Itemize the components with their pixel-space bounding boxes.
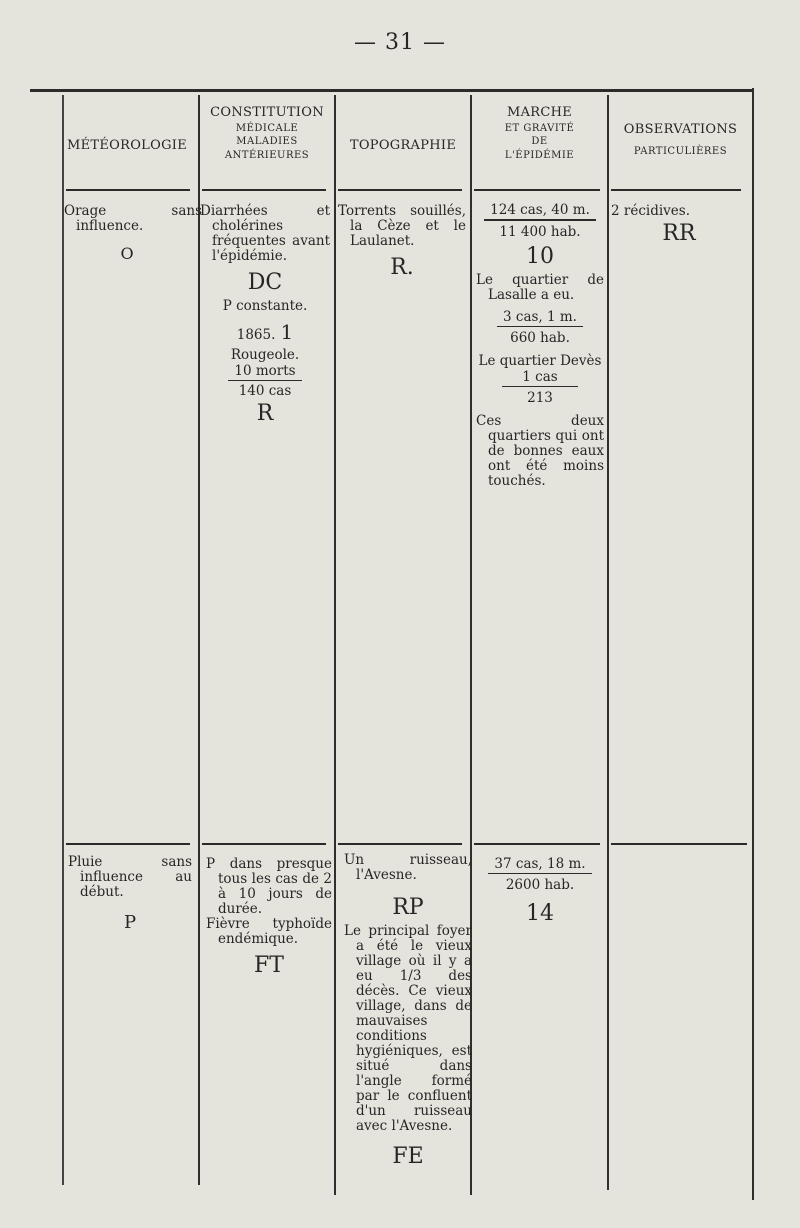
header-observations-line: OBSERVATIONS: [623, 122, 738, 137]
row2-meteo-code: P: [123, 912, 137, 933]
row1-constitution-year-code: 1: [280, 320, 294, 344]
row1-topo: [338, 204, 466, 280]
row1-constitution-code2: R: [256, 401, 274, 426]
row2-meteo-text: Pluie sans influence au début.: [68, 854, 192, 900]
row1-marche-deves: Le quartier Devès: [478, 353, 602, 369]
header-topographie: TOPOGRAPHIE: [349, 138, 457, 153]
header-rule: [202, 189, 326, 191]
row2-constitution-text1: P dans presque tous les cas de 2 à 10 jours de durée.: [206, 856, 332, 917]
header-observations: [609, 121, 752, 158]
row1-marche: [476, 202, 604, 489]
row1-marche-fraction2: [476, 309, 604, 346]
row-separator: [338, 843, 462, 845]
header-rule: [338, 189, 462, 191]
row2-topo-code: RP: [392, 895, 424, 920]
row2-topo-note: Le principal foyer a été le vieux village où il y a eu 1/3 des décès. Ce vieux village, dans de mauvaises conditions hygiéniques, est situé dans l'angle formé par le confluent d'un ruisseau avec l'Avesne.: [344, 923, 472, 1134]
row1-obs-text: 2 récidives.: [611, 203, 690, 219]
row1-marche-lasalle: Le quartier de Lasalle a eu.: [476, 272, 604, 303]
header-marche-line: ET GRAVITÉ: [504, 122, 575, 134]
row1-obs-code: RR: [662, 221, 696, 246]
header-marche-line: DE: [531, 136, 548, 148]
header-marche-line: L'ÉPIDÉMIE: [504, 149, 575, 161]
row1-topo-code: R.: [390, 255, 414, 280]
row2-marche-f-num: 37 cas, 18 m.: [488, 856, 591, 874]
row2-topo-text: Un ruisseau, l'Avesne.: [344, 852, 472, 883]
header-constitution-line: CONSTITUTION: [210, 105, 324, 120]
row-separator: [474, 843, 600, 845]
row1-constitution-text: Diarrhées et cholérines fréquentes avant l'épidémie.: [200, 203, 330, 264]
row2-constitution-text2: Fièvre typhoïde endémique.: [206, 916, 332, 947]
column-divider: [334, 95, 336, 1195]
header-constitution-line: MÉDICALE: [235, 122, 299, 134]
header-observations-line: PARTICULIÈRES: [633, 145, 728, 157]
row-separator: [611, 843, 747, 845]
row1-meteo-text: Orage sans influence.: [64, 203, 202, 234]
row2-marche-fraction: [476, 856, 604, 893]
row1-marche-f1-num: 124 cas, 40 m.: [484, 202, 596, 221]
row2-constitution-code: FT: [254, 953, 284, 978]
header-constitution-line: MALADIES: [236, 136, 298, 148]
column-divider: [752, 88, 754, 1200]
header-meteorologie: MÉTÉOROLOGIE: [67, 138, 187, 153]
row1-marche-f2-num: 3 cas, 1 m.: [497, 309, 583, 327]
row1-marche-note: Ces deux quartiers qui ont de bonnes eaux ont été moins touchés.: [476, 413, 604, 489]
row1-constitution-year: 1865.: [236, 327, 276, 343]
table-top-rule: [30, 89, 752, 92]
row1-marche-fraction1: [476, 202, 604, 240]
row1-constitution-fraction: [200, 363, 330, 399]
row1-marche-f1-den: 11 400 hab.: [499, 224, 581, 240]
row1-marche-fraction3: [476, 369, 604, 406]
header-rule: [66, 189, 190, 191]
row-separator: [202, 843, 326, 845]
row1-constitution-code: DC: [247, 270, 283, 295]
row2-marche-f-den: 2600 hab.: [505, 877, 575, 893]
header-constitution-line: ANTÉRIEURES: [224, 149, 310, 161]
row1-constitution-p: P constante.: [222, 298, 308, 314]
row-separator: [66, 843, 190, 845]
row1-meteo-code: O: [120, 244, 134, 263]
row1-constitution-morts: 10 morts: [228, 363, 301, 381]
page-number: — 31 —: [354, 30, 446, 55]
row1-topo-text: Torrents souillés, la Cèze et le Laulanet.: [338, 203, 466, 249]
row1-obs: [611, 204, 747, 246]
row1-constitution: [200, 204, 330, 426]
row1-constitution-cas: 140 cas: [238, 383, 292, 399]
header-marche-line: MARCHE: [506, 105, 573, 120]
row1-marche-f3-den: 213: [527, 390, 553, 406]
row2-topo: [344, 853, 472, 1169]
row2-topo-code2: FE: [392, 1144, 424, 1169]
header-rule: [611, 189, 741, 191]
row1-constitution-rougeole: Rougeole.: [230, 347, 300, 363]
header-marche: [472, 104, 607, 162]
column-divider: [607, 95, 609, 1190]
header-rule: [474, 189, 600, 191]
row2-marche: [476, 856, 604, 926]
row1-marche-code: 10: [526, 244, 554, 269]
row1-marche-f3-num: 1 cas: [502, 369, 577, 387]
row1-constitution-year-line: [200, 320, 330, 344]
row1-marche-f2-den: 660 hab.: [510, 330, 570, 346]
row2-constitution: [206, 857, 332, 978]
row2-marche-code: 14: [526, 901, 554, 926]
row2-meteo: [68, 855, 192, 933]
header-constitution: [200, 104, 334, 162]
